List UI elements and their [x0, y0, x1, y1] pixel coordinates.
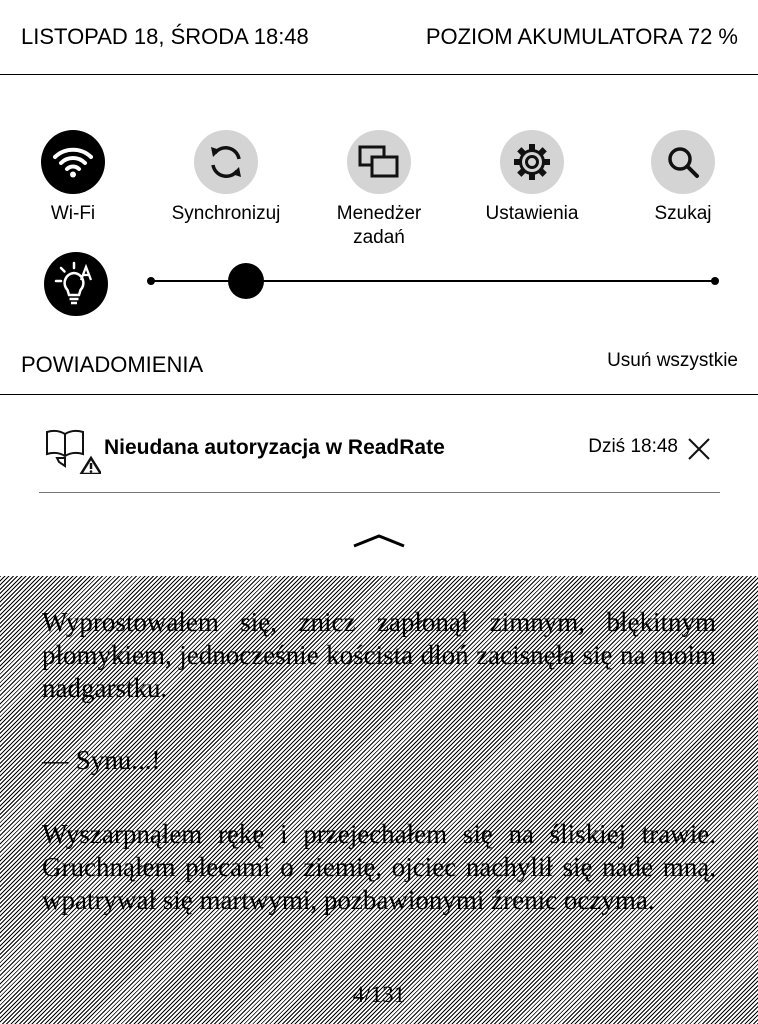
frontlight-auto-icon [54, 261, 98, 307]
task-manager-button[interactable] [309, 130, 449, 250]
notifications-title: POWIADOMIENIA [21, 352, 204, 377]
wifi-label: Wi-Fi [50, 203, 96, 224]
status-datetime: LISTOPAD 18, ŚRODA 18:48 [21, 24, 309, 49]
task-manager-icon [347, 130, 411, 194]
slider-min-dot [147, 277, 155, 285]
slider-thumb[interactable] [228, 263, 264, 299]
settings-button[interactable] [462, 130, 602, 226]
frontlight-slider[interactable] [150, 271, 716, 291]
gear-icon [500, 130, 564, 194]
close-icon[interactable] [686, 436, 712, 462]
search-icon [651, 130, 715, 194]
notification-message: Nieudana autoryzacja w ReadRate [104, 436, 445, 459]
status-bar [0, 0, 758, 75]
task-manager-label: Menedżer zadań [336, 203, 422, 248]
clear-all-button[interactable]: Usuń wszystkie [607, 350, 738, 371]
notification-item[interactable] [39, 420, 720, 493]
wifi-icon [41, 130, 105, 194]
wifi-button[interactable] [3, 130, 143, 226]
page-indicator: 4/131 [352, 982, 406, 1007]
notification-time: Dziś 18:48 [588, 436, 678, 457]
reader-page [0, 576, 758, 1024]
sync-label: Synchronizuj [171, 203, 281, 224]
reader-paragraph: Wyszarpnąłem rękę i przejechałem się na śliskiej trawie. Gruchnąłem plecami o ziemię, ojciec nachylił się nade mną, wpatrywał się martwymi, pozbawionymi źrenic oczyma. [42, 819, 716, 915]
chevron-up-icon[interactable] [350, 528, 408, 552]
reader-paragraph: — Synu...! [42, 745, 161, 775]
sync-button[interactable] [156, 130, 296, 226]
readrate-warning-icon [43, 428, 101, 474]
slider-max-dot [711, 277, 719, 285]
status-battery: POZIOM AKUMULATORA 72 % [425, 24, 738, 49]
search-button[interactable] [613, 130, 753, 226]
frontlight-button[interactable] [44, 252, 108, 316]
notifications-header [0, 340, 758, 395]
sync-icon [194, 130, 258, 194]
search-label: Szukaj [654, 203, 712, 224]
settings-label: Ustawienia [485, 203, 579, 224]
reader-paragraph: Wyprostowałem się, znicz zapłonął zimnym, błękitnym płomykiem, jednocześnie koścista dłoń zacisnęła się na moim nadgarstku. [42, 607, 716, 703]
